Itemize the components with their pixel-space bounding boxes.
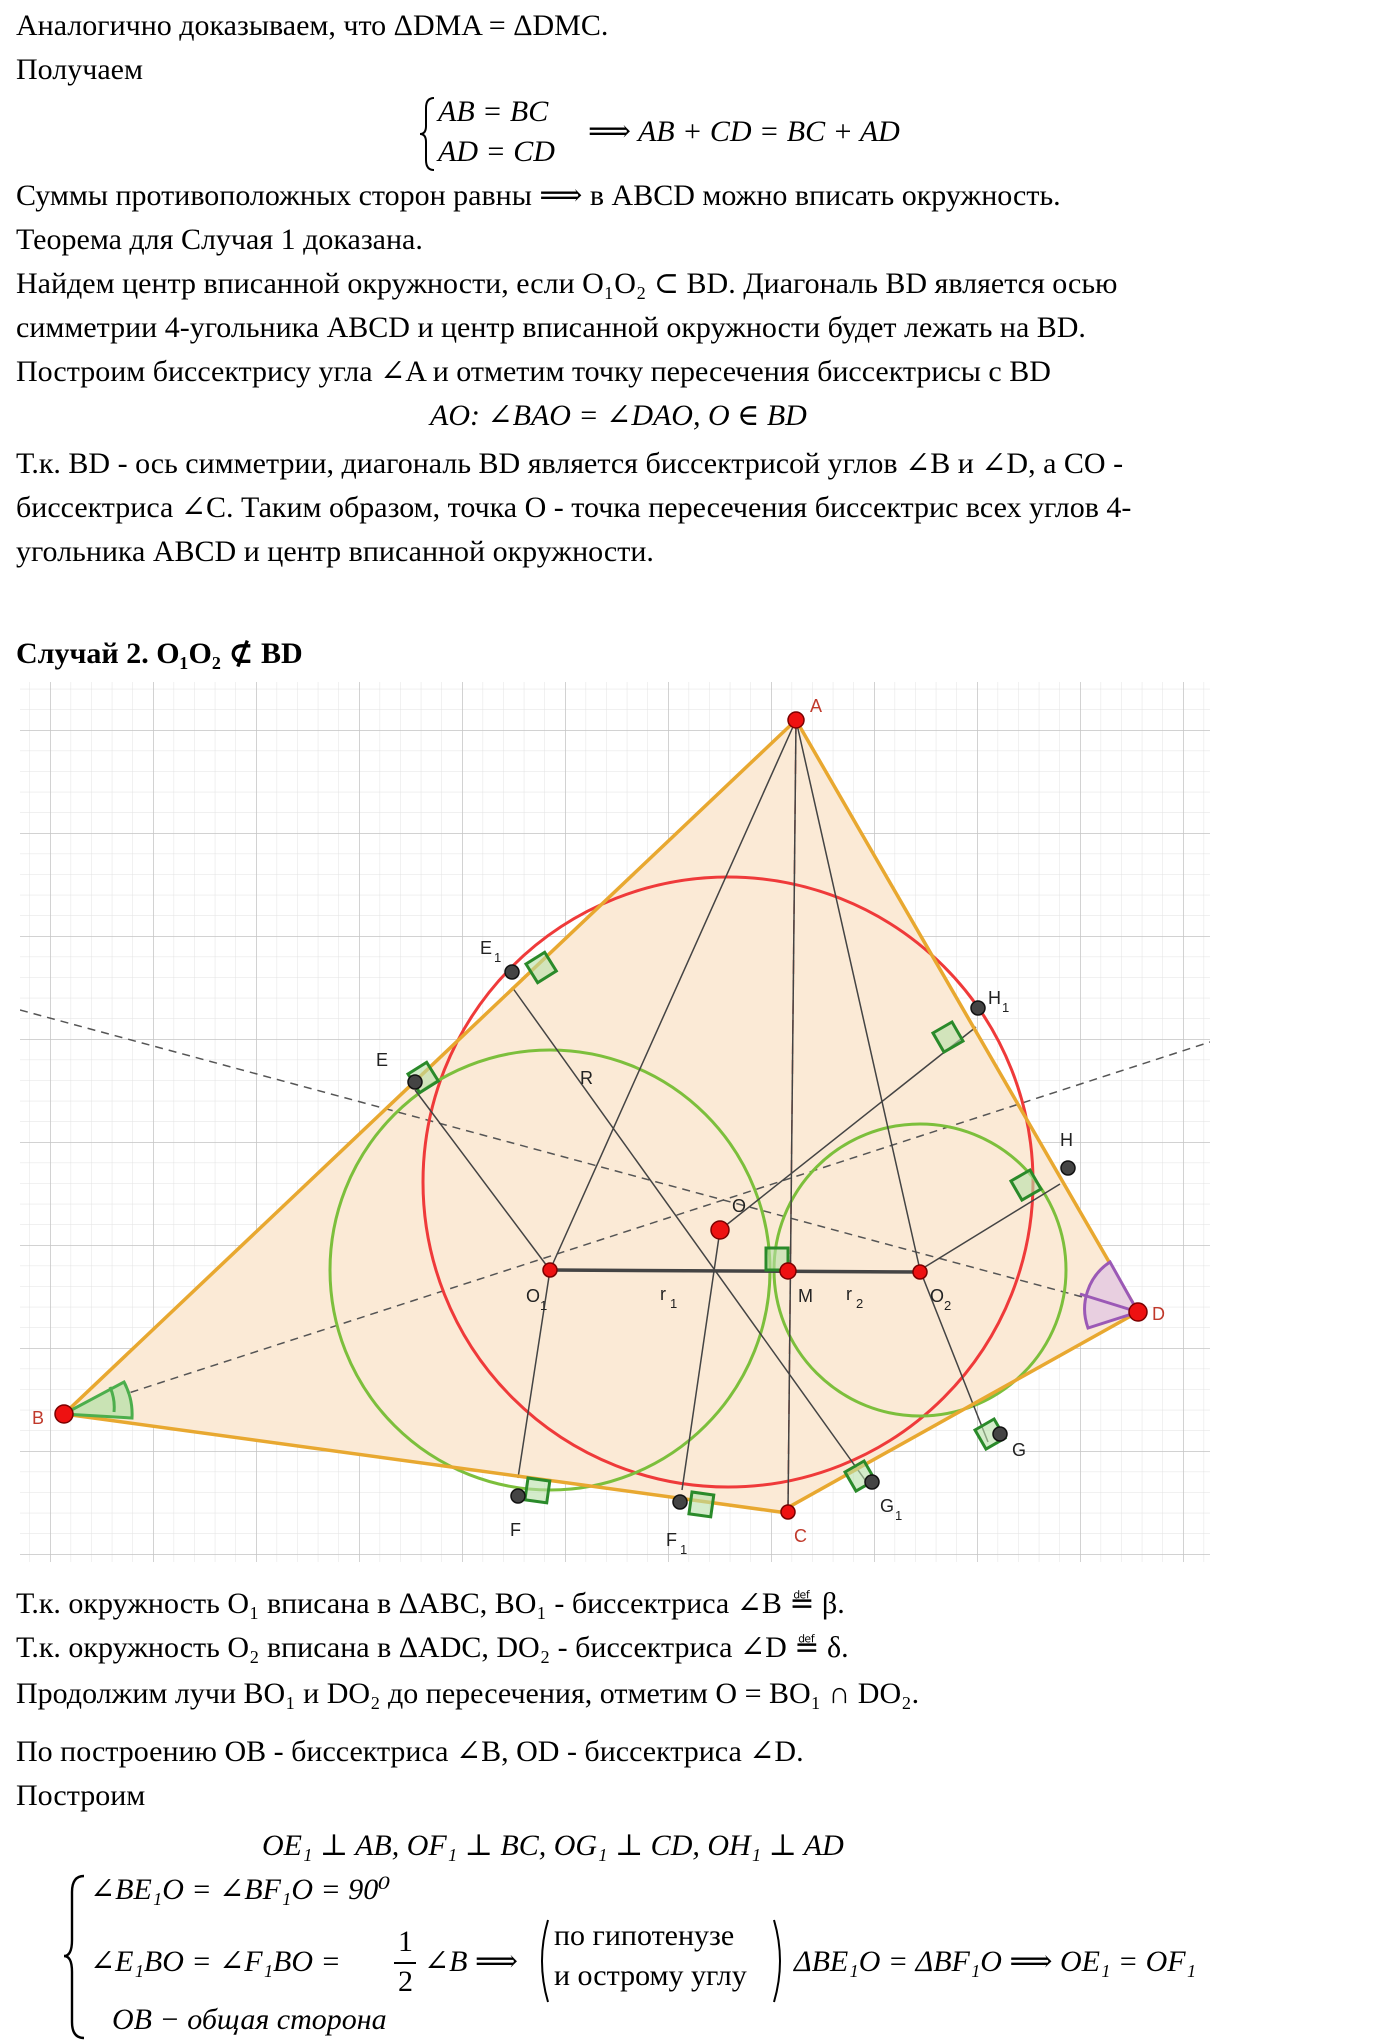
- text-line-7: Построим биссектрису угла ∠A и отметим точку пересечения биссектрисы с BD: [16, 355, 1051, 388]
- text-line-17: OE₁ ⊥ AB, OF₁ ⊥ BC, OG₁ ⊥ CD, OH₁ ⊥ AD: [262, 1829, 844, 1862]
- label-g1: G: [880, 1496, 895, 1516]
- fraction-denominator: 2: [398, 1965, 413, 1998]
- label-f: F: [510, 1520, 521, 1540]
- label-r1-sub: 1: [670, 1296, 678, 1311]
- system-brace-1: [418, 96, 436, 172]
- segment-o1-o2: [550, 1270, 920, 1272]
- system-brace-2: [62, 1872, 88, 2042]
- system2-eq-b: ∠E₁BO = ∠F₁BO =: [90, 1945, 341, 1978]
- system1-eq-a: AB = BC: [438, 95, 549, 128]
- text-line-3: Суммы противоположных сторон равны ⟹ в ABCD можно вписать окружность.: [16, 179, 1061, 212]
- case-2-heading: Случай 2. O₁O₂ ⊄ BD: [16, 637, 303, 670]
- text-line-11: угольника ABCD и центр вписанной окружности.: [16, 535, 654, 568]
- label-g1-sub: 1: [895, 1508, 903, 1523]
- system2-eq-c: OB − общая сторона: [112, 2003, 387, 2036]
- label-o2-sub: 2: [944, 1298, 952, 1313]
- text-line-4: Теорема для Случая 1 доказана.: [16, 223, 423, 256]
- text-line-13: Т.к. окружность O₂ вписана в ΔADC, DO₂ - биссектриса ∠D ≝ δ.: [16, 1631, 849, 1664]
- label-o: O: [732, 1196, 747, 1216]
- label-r2-sub: 2: [856, 1296, 864, 1311]
- text-line-8: AO: ∠BAO = ∠DAO, O ∈ BD: [430, 399, 807, 432]
- label-a: A: [810, 696, 823, 716]
- system2-eq-b-tail: ΔBE₁O = ΔBF₁O ⟹ OE₁ = OF₁: [794, 1945, 1197, 1978]
- label-r: R: [580, 1068, 593, 1088]
- label-e1-sub: 1: [494, 950, 502, 965]
- fraction-numerator: 1: [398, 1925, 413, 1958]
- system1-eq-b: AD = CD: [438, 135, 555, 168]
- label-o2: O: [930, 1286, 945, 1306]
- label-b: B: [32, 1408, 45, 1428]
- text-line-5: Найдем центр вписанной окружности, если O₁O₂ ⊂ BD. Диагональ BD является осью: [16, 267, 1118, 300]
- text-line-1: Аналогично доказываем, что ΔDMA = ΔDMC.: [16, 9, 609, 42]
- text-line-2: Получаем: [16, 53, 143, 86]
- label-f1-sub: 1: [680, 1542, 688, 1557]
- label-h: H: [1060, 1130, 1073, 1150]
- system2-eq-b-rest: ∠B ⟹: [424, 1945, 518, 1978]
- paren-text-top: по гипотенузе: [554, 1919, 735, 1952]
- label-r2: r: [846, 1284, 852, 1304]
- text-line-15: По построению OB - биссектриса ∠B, OD - биссектриса ∠D.: [16, 1735, 804, 1768]
- text-line-6: симметрии 4-угольника ABCD и центр вписанной окружности будет лежать на BD.: [16, 311, 1086, 344]
- paren-left: [532, 1916, 552, 2006]
- label-f1: F: [666, 1530, 677, 1550]
- label-e1: E: [480, 938, 493, 958]
- text-line-10: биссектриса ∠C. Таким образом, точка O - точка пересечения биссектрис всех углов 4-: [16, 491, 1132, 524]
- text-line-12: Т.к. окружность O₁ вписана в ΔABC, BO₁ - биссектриса ∠B ≝ β.: [16, 1587, 845, 1620]
- label-h1: H: [988, 988, 1001, 1008]
- text-line-16: Построим: [16, 1779, 146, 1812]
- system1-result: ⟹ AB + CD = BC + AD: [588, 115, 900, 148]
- text-line-14: Продолжим лучи BO₁ и DO₂ до пересечения, отметим O = BO₁ ∩ DO₂.: [16, 1677, 920, 1710]
- label-h1-sub: 1: [1002, 1000, 1010, 1015]
- label-o1-sub: 1: [540, 1298, 548, 1313]
- label-o1: O: [526, 1286, 541, 1306]
- system2-eq-a: ∠BE₁O = ∠BF₁O = 90⁰: [90, 1873, 391, 1906]
- label-d: D: [1152, 1304, 1165, 1324]
- text-line-9: Т.к. BD - ось симметрии, диагональ BD является биссектрисой углов ∠B и ∠D, а CO -: [16, 447, 1124, 480]
- label-e: E: [376, 1050, 389, 1070]
- geometry-figure: [20, 682, 1210, 1572]
- label-r1: r: [660, 1284, 666, 1304]
- label-m: M: [798, 1286, 813, 1306]
- paren-text-bottom: и острому углу: [554, 1959, 747, 1992]
- paren-right: [770, 1916, 790, 2006]
- label-c: C: [794, 1526, 807, 1546]
- label-g: G: [1012, 1440, 1027, 1460]
